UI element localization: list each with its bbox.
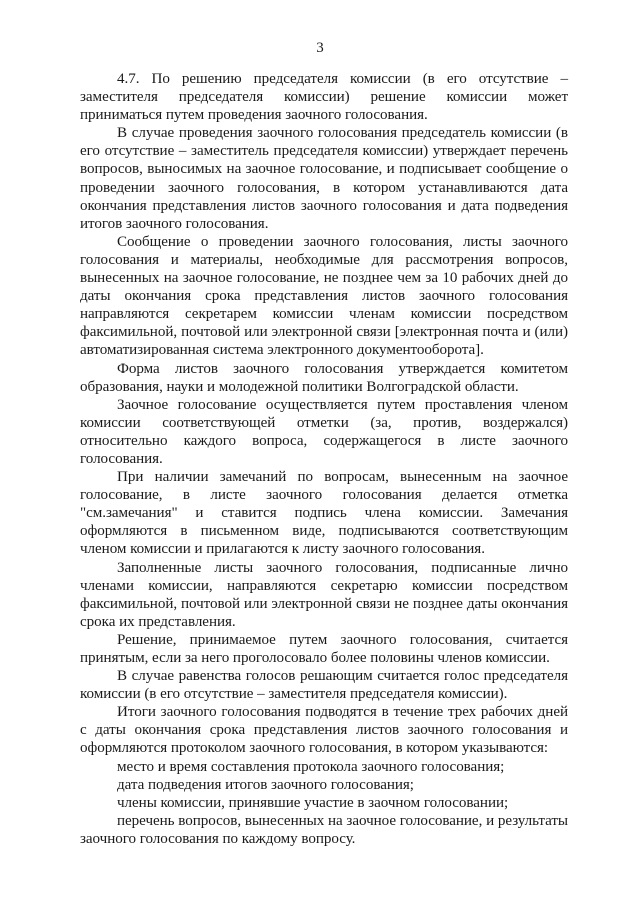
paragraph-message-dispatch: Сообщение о проведении заочного голосования, листы заочного голосования и материалы, необходимые для рассмотрения вопросов, вынесенных на заочное голосование, не позднее чем за 10 рабочих дней до даты окончания срока представления листов заочного голосования направляются секретарем комиссии членам комиссии посредством факсимильной, почтовой или электронной связи [электронная почта и (или) автоматизированная система электронного документооборота]. [80, 233, 568, 359]
list-item-results-date: дата подведения итогов заочного голосования; [117, 776, 414, 793]
paragraph-decision-adopted: Решение, принимаемое путем заочного голосования, считается принятым, если за него проголосовало более половины членов комиссии. [80, 631, 568, 666]
document-body [80, 70, 568, 848]
list-item-questions-results: перечень вопросов, вынесенных на заочное голосование, и результаты заочного голосования по каждому вопросу. [80, 812, 568, 847]
paragraph-chairman-approval: В случае проведения заочного голосования председатель комиссии (в его отсутствие – заместитель председателя комиссии) утверждает перечень вопросов, выносимых на заочное голосование, и подписывает сообщение о проведении заочного голосования, в котором устанавливаются дата окончания представления листов заочного голосования и дата подведения итогов заочного голосования. [80, 125, 568, 232]
paragraph-form-approval: Форма листов заочного голосования утверждается комитетом образования, науки и молодежной политики Волгоградской области. [80, 360, 568, 395]
paragraph-4-7: 4.7. По решению председателя комиссии (в его отсутствие – заместителя председателя комиссии) решение комиссии может приниматься путем проведения заочного голосования. [80, 71, 568, 124]
paragraph-tie-vote: В случае равенства голосов решающим считается голос председателя комиссии (в его отсутствие – заместителя председателя комиссии). [80, 668, 568, 703]
paragraph-results-summary: Итоги заочного голосования подводятся в течение трех рабочих дней с даты окончания срока представления листов заочного голосования и оформляются протоколом заочного голосования, в котором указываются: [80, 704, 568, 757]
list-item-participants: члены комиссии, принявшие участие в заочном голосовании; [117, 794, 509, 811]
page-number: 3 [316, 40, 324, 56]
paragraph-voting-procedure: Заочное голосование осуществляется путем проставления членом комиссии соответствующей отметки (за, против, воздержался) относительно каждого вопроса, содержащегося в листе заочного голосования. [80, 396, 568, 467]
list-item-place-time: место и время составления протокола заочного голосования; [117, 758, 505, 775]
paragraph-sheets-submission: Заполненные листы заочного голосования, подписанные лично членами комиссии, направляются секретарю комиссии посредством факсимильной, почтовой или электронной связи не позднее даты окончания срока их представления. [80, 559, 568, 630]
paragraph-remarks: При наличии замечаний по вопросам, вынесенным на заочное голосование, в листе заочного голосования делается отметка "см.замечания" и ставится подпись члена комиссии. Замечания оформляются в письменном виде, подписываются соответствующим членом комиссии и прилагаются к листу заочного голосования. [80, 469, 568, 558]
